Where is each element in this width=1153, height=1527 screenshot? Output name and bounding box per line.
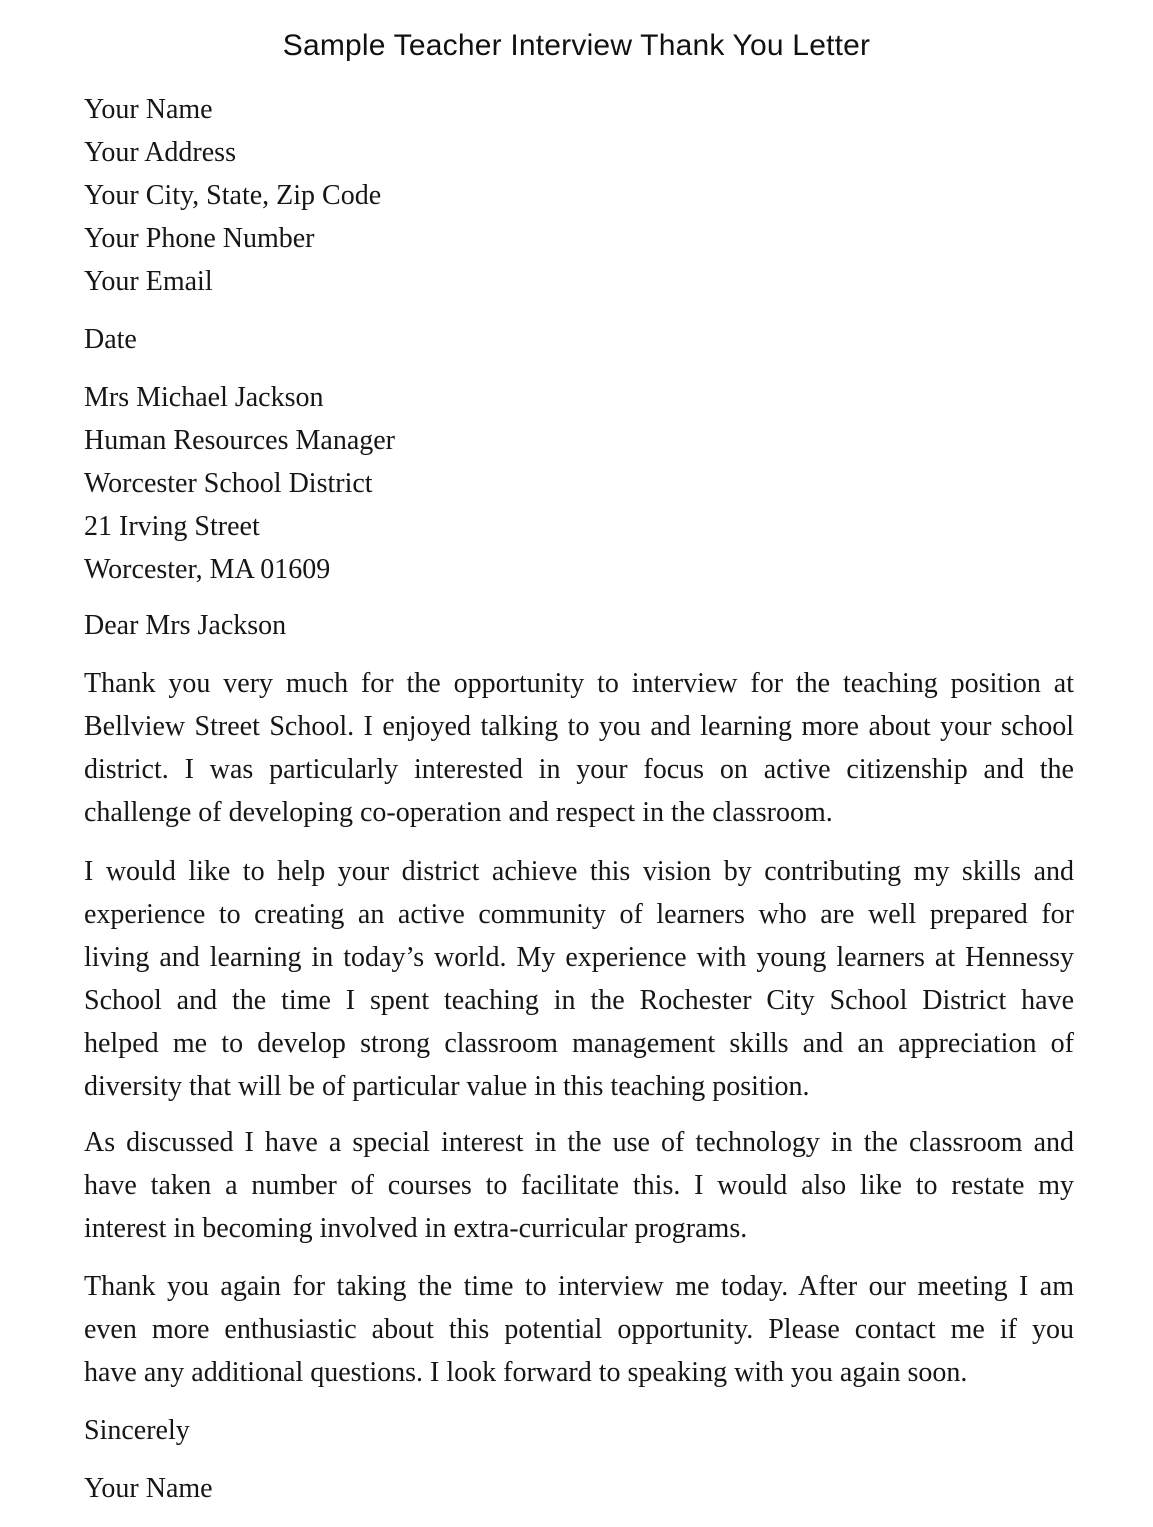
paragraph-line: diversity that will be of particular value in this teaching position. — [84, 1071, 810, 1102]
sender-city-state-zip: Your City, State, Zip Code — [84, 180, 382, 211]
salutation: Dear Mrs Jackson — [84, 610, 287, 641]
signature-block — [84, 1467, 1074, 1510]
paragraph-line: district. I was particularly interested in your focus on active citizenship and the — [84, 754, 1074, 785]
recipient-street: 21 Irving Street — [84, 511, 260, 542]
paragraph-line: experience to creating an active community of learners who are well prepared for — [84, 899, 1074, 930]
sender-block — [84, 88, 1074, 303]
body-paragraph-2 — [84, 850, 1074, 1108]
body-paragraph-3 — [84, 1121, 1074, 1250]
paragraph-line: even more enthusiastic about this potential opportunity. Please contact me if you — [84, 1314, 1074, 1345]
sender-email: Your Email — [84, 266, 213, 297]
body-paragraph-1 — [84, 662, 1074, 834]
paragraph-line: I would like to help your district achieve this vision by contributing my skills and — [84, 856, 1074, 887]
paragraph-line: living and learning in today’s world. My experience with young learners at Hennessy — [84, 942, 1074, 973]
letter-date: Date — [84, 324, 137, 355]
paragraph-line: As discussed I have a special interest in the use of technology in the classroom and — [84, 1127, 1074, 1158]
sender-phone: Your Phone Number — [84, 223, 315, 254]
paragraph-line: have taken a number of courses to facilitate this. I would also like to restate my — [84, 1170, 1074, 1201]
recipient-name: Mrs Michael Jackson — [84, 382, 324, 413]
recipient-block — [84, 376, 1074, 591]
paragraph-line: have any additional questions. I look forward to speaking with you again soon. — [84, 1357, 968, 1388]
paragraph-line: School and the time I spent teaching in the Rochester City School District have — [84, 985, 1074, 1016]
document-title: Sample Teacher Interview Thank You Letter — [282, 29, 871, 62]
closing-block — [84, 1409, 1074, 1452]
paragraph-line: Bellview Street School. I enjoyed talking to you and learning more about your school — [84, 711, 1074, 742]
paragraph-line: Thank you very much for the opportunity to interview for the teaching position at — [84, 668, 1074, 699]
closing: Sincerely — [84, 1415, 190, 1446]
paragraph-line: helped me to develop strong classroom management skills and an appreciation of — [84, 1028, 1074, 1059]
date-block — [84, 318, 1074, 361]
sender-address: Your Address — [84, 137, 236, 168]
recipient-organization: Worcester School District — [84, 468, 373, 499]
recipient-title: Human Resources Manager — [84, 425, 396, 456]
salutation-block — [84, 604, 1074, 647]
sender-name: Your Name — [84, 94, 213, 125]
paragraph-line: challenge of developing co-operation and respect in the classroom. — [84, 797, 833, 828]
recipient-city: Worcester, MA 01609 — [84, 554, 331, 585]
paragraph-line: interest in becoming involved in extra-curricular programs. — [84, 1213, 748, 1244]
body-paragraph-4 — [84, 1265, 1074, 1394]
paragraph-line: Thank you again for taking the time to interview me today. After our meeting I am — [84, 1271, 1074, 1302]
signature-name: Your Name — [84, 1473, 213, 1504]
